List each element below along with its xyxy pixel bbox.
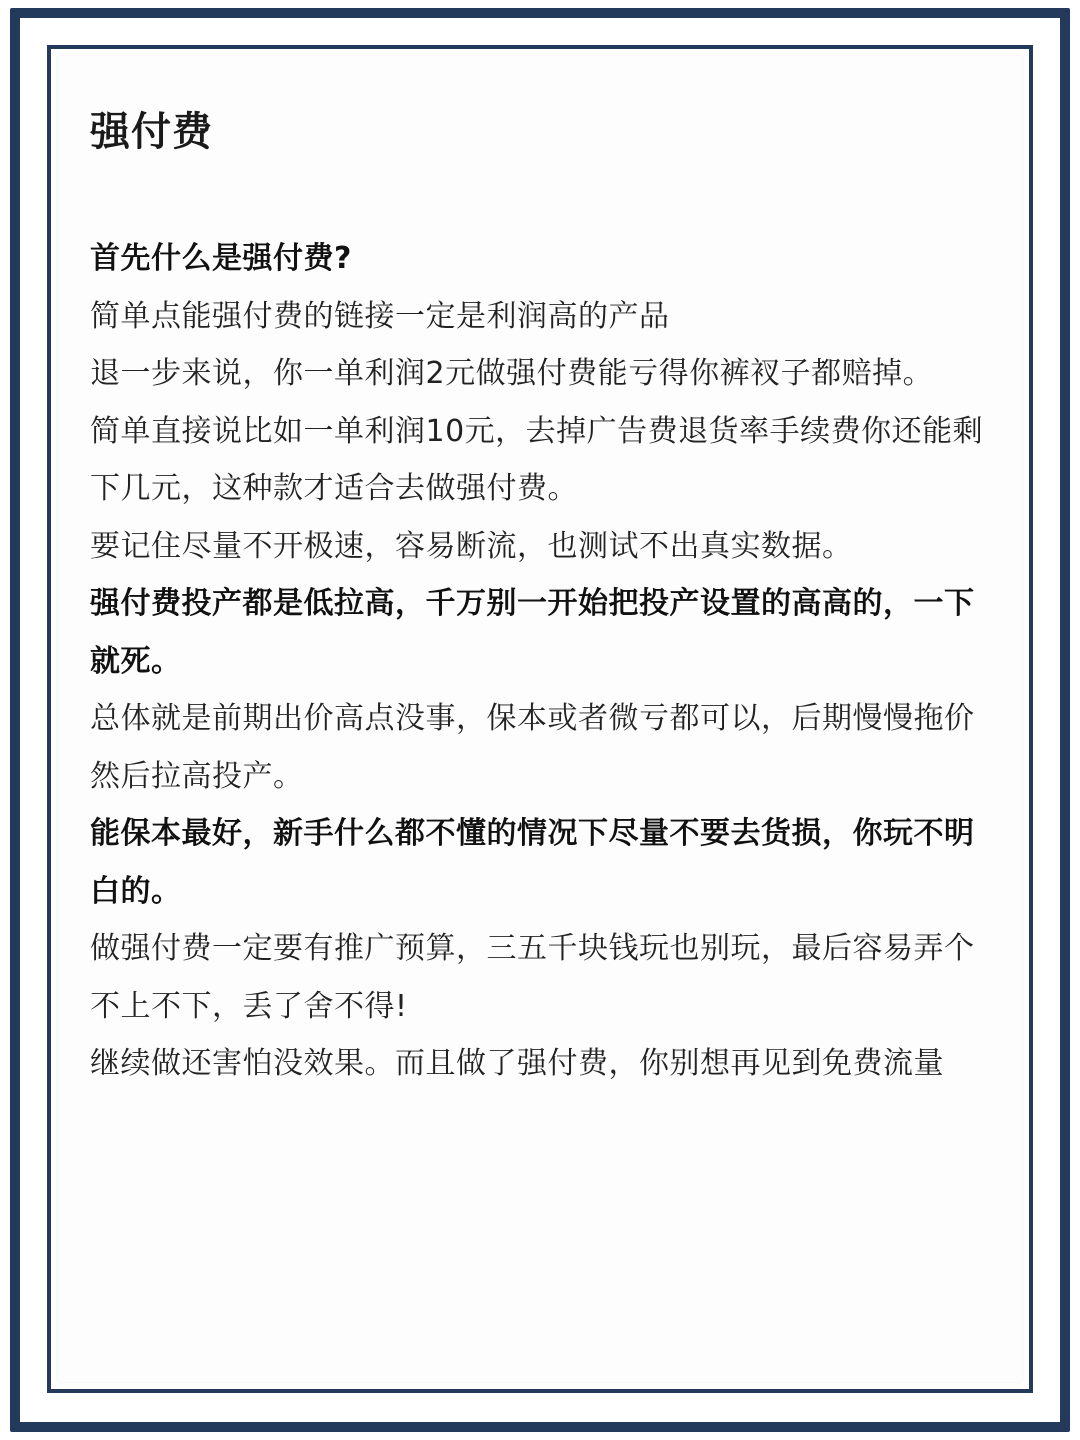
paragraph-7: 总体就是前期出价高点没事，保本或者微亏都可以，后期慢慢拖价然后拉高投产。 [90, 701, 975, 794]
article-content [90, 100, 990, 1093]
paragraph-9: 做强付费一定要有推广预算，三五千块钱玩也别玩，最后容易弄个不上不下，丢了舍不得! [90, 931, 975, 1024]
paragraph-2: 简单点能强付费的链接一定是利润高的产品 [90, 298, 670, 334]
page-title: 强付费 [90, 109, 213, 155]
paragraph-1: 首先什么是强付费? [90, 241, 352, 276]
paragraph-8: 能保本最好，新手什么都不懂的情况下尽量不要去货损，你玩不明白的。 [90, 816, 975, 909]
paragraph-10: 继续做还害怕没效果。而且做了强付费，你别想再见到免费流量 [90, 1046, 944, 1081]
paragraph-5: 要记住尽量不开极速，容易断流，也测试不出真实数据。 [90, 528, 853, 564]
article-body [90, 230, 990, 1093]
paragraph-4: 简单直接说比如一单利润10元，去掉广告费退货率手续费你还能剩下几元，这种款才适合去做强付费。 [90, 413, 984, 506]
paragraph-3: 退一步来说，你一单利润2元做强付费能亏得你裤衩子都赔掉。 [90, 356, 934, 391]
paragraph-6: 强付费投产都是低拉高，千万别一开始把投产设置的高高的，一下就死。 [90, 586, 975, 679]
